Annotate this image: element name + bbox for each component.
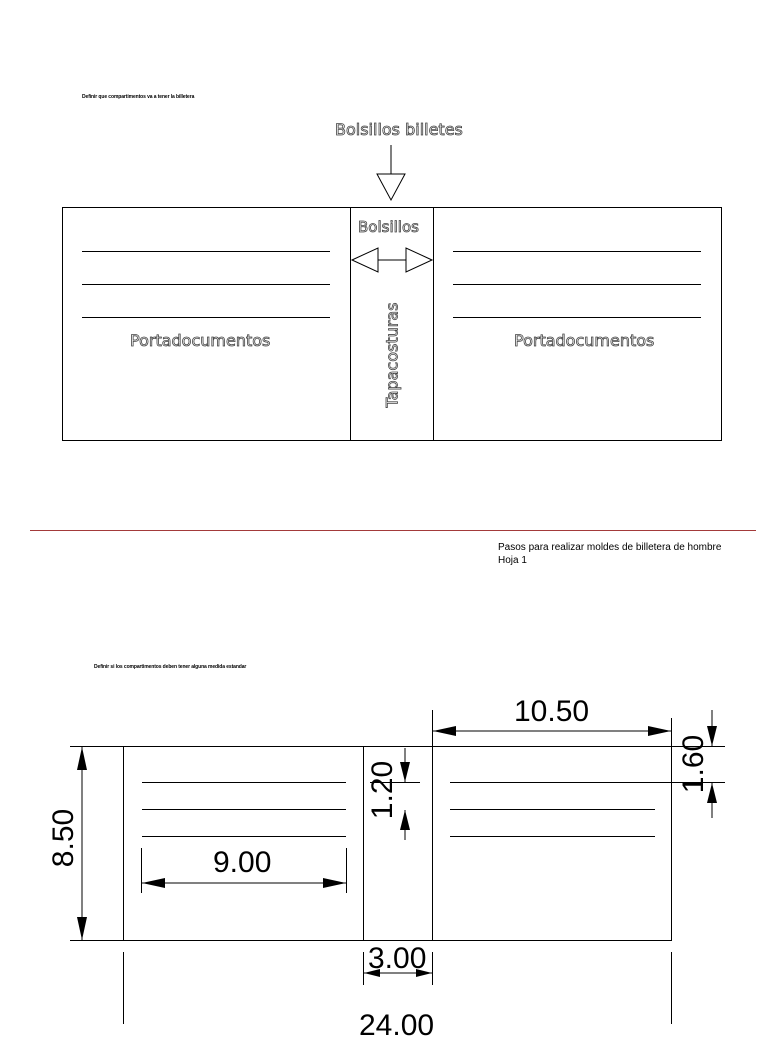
dim-10-50-arrow-right: [648, 726, 671, 736]
dim-1-20-arrow-top: [400, 762, 410, 782]
dim-label-24-00: 24.00: [359, 1009, 435, 1042]
dim-label-8-50: 8.50: [47, 808, 80, 868]
dim-label-10-50: 10.50: [514, 695, 590, 728]
label-portadocumentos-right: Portadocumentos: [514, 331, 655, 350]
dim-label-3-00: 3.00: [368, 942, 427, 975]
label-bolsillos-billetes: Bolsillos billetes: [335, 120, 463, 139]
dim-10-50-arrow-left: [433, 726, 456, 736]
dim-label-9-00: 9.00: [213, 846, 272, 879]
dim-label-1-20: 1.20: [366, 760, 399, 820]
dim-8-50-arrow-top: [77, 747, 87, 770]
label-portadocumentos-left: Portadocumentos: [130, 331, 271, 350]
arrow-down-head: [377, 174, 405, 200]
label-bolsillos: Bolsillos: [358, 218, 419, 236]
dim-label-1-60: 1.60: [677, 734, 710, 794]
page-separator: [30, 530, 756, 531]
footer-page: Hoja 1: [498, 555, 527, 566]
footer-title: Pasos para realizar moldes de billetera de hombre: [498, 542, 722, 553]
label-tapacosturas: Tapacosturas: [382, 302, 402, 408]
double-arrow-left-head: [352, 248, 378, 272]
dim-9-00-arrow-left: [142, 878, 165, 888]
dim-8-50-arrow-bottom: [77, 917, 87, 940]
instruction-text-1: Definir que compartimentos va a tener la billetera: [82, 94, 195, 100]
dim-1-20-arrow-bottom: [400, 810, 410, 830]
wallet-compartments-diagram: [0, 0, 768, 520]
dim-9-00-arrow-right: [323, 878, 346, 888]
double-arrow-right-head: [406, 248, 432, 272]
instruction-text-2: Definir si los compartimentos deben tener alguna medida estandar: [94, 664, 247, 670]
